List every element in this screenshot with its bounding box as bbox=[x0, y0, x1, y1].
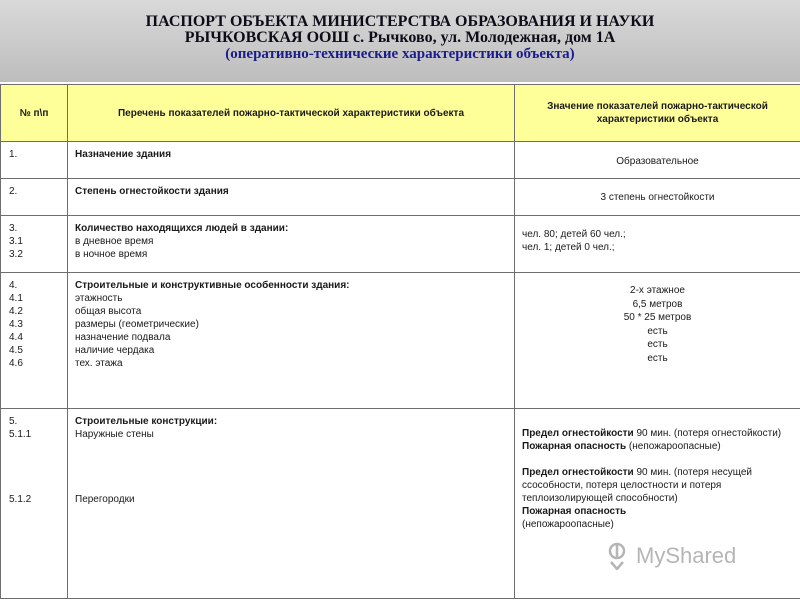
value-line: 50 * 25 метров bbox=[623, 312, 692, 323]
value-line: 2-х этажное bbox=[630, 285, 685, 296]
row-indicator bbox=[68, 409, 515, 599]
slide-header bbox=[0, 0, 800, 82]
row-value bbox=[515, 273, 800, 409]
table-row bbox=[1, 142, 800, 179]
header-value: Значение показателей пожарно-тактической характеристики объекта bbox=[515, 85, 800, 142]
row-item: в ночное время bbox=[75, 249, 148, 260]
row-indicator bbox=[68, 216, 515, 273]
header-title-line2 bbox=[0, 30, 800, 46]
num-label: 4.3 bbox=[9, 319, 23, 330]
row-num bbox=[1, 142, 68, 179]
row-item: наличие чердака bbox=[75, 345, 155, 356]
value-label: Пожарная опасность bbox=[522, 506, 627, 517]
table-row bbox=[1, 273, 800, 409]
row-num bbox=[1, 409, 68, 599]
row-indicator bbox=[68, 179, 515, 216]
header-indicator: Перечень показателей пожарно-тактической характеристики объекта bbox=[68, 85, 515, 142]
value-block bbox=[522, 427, 786, 440]
num-label: 5.1.2 bbox=[9, 494, 32, 505]
num-label: 2. bbox=[9, 186, 18, 197]
value-text: 90 мин. (потеря огнестойкости) bbox=[633, 428, 782, 439]
num-label: 5.1.1 bbox=[9, 429, 32, 440]
value-label: Предел огнестойкости bbox=[522, 428, 634, 439]
table-header-row bbox=[1, 85, 800, 142]
header-title-line1: ПАСПОРТ ОБЪЕКТА МИНИСТЕРСТВА ОБРАЗОВАНИЯ И НАУКИ bbox=[145, 13, 655, 30]
value-line: чел. 1; детей 0 чел.; bbox=[522, 242, 615, 253]
watermark bbox=[604, 540, 774, 572]
value-label: Предел огнестойкости bbox=[522, 467, 634, 478]
row-item: Наружные стены bbox=[75, 429, 154, 440]
header-subtitle: (оперативно-технические характеристики объекта) bbox=[225, 46, 575, 62]
value-text: (непожароопасные) bbox=[522, 519, 614, 530]
row-value bbox=[515, 216, 800, 273]
table-row bbox=[1, 216, 800, 273]
value-line: Образовательное bbox=[616, 156, 699, 167]
row-item: общая высота bbox=[75, 306, 142, 317]
num-label: 1. bbox=[9, 149, 18, 160]
row-title: Строительные и конструктивные особенности здания: bbox=[75, 280, 350, 291]
value-label: Пожарная опасность bbox=[522, 441, 627, 452]
num-label: 3.2 bbox=[9, 249, 23, 260]
passport-table bbox=[0, 84, 800, 599]
header-num: № п\п bbox=[1, 85, 68, 142]
row-num bbox=[1, 179, 68, 216]
num-label: 4.6 bbox=[9, 358, 23, 369]
num-label: 4.2 bbox=[9, 306, 23, 317]
value-block bbox=[522, 466, 786, 505]
watermark-text: MyShared bbox=[636, 543, 737, 568]
num-label: 3. bbox=[9, 223, 18, 234]
num-label: 3.1 bbox=[9, 236, 23, 247]
row-title: Количество находящихся людей в здании: bbox=[75, 223, 289, 234]
num-label: 4.4 bbox=[9, 332, 23, 343]
watermark-logo-icon bbox=[604, 542, 630, 570]
num-label: 4. bbox=[9, 280, 18, 291]
value-text: (непожароопасные) bbox=[626, 441, 721, 452]
num-label: 5. bbox=[9, 416, 18, 427]
table-row bbox=[1, 179, 800, 216]
row-num bbox=[1, 216, 68, 273]
value-block bbox=[522, 440, 786, 453]
value-text: 90 мин. (потеря несущей ссособности, потеря целостности и потеря теплоизолирующей способности) bbox=[522, 467, 753, 504]
school-address: с. Рычково, ул. Молодежная, дом 1А bbox=[353, 29, 616, 46]
value-line: есть bbox=[647, 339, 668, 350]
row-item: в дневное время bbox=[75, 236, 154, 247]
value-line: есть bbox=[647, 325, 668, 337]
row-item: размеры (геометрические) bbox=[75, 319, 199, 330]
row-indicator bbox=[68, 273, 515, 409]
value-line: 3 степень огнестойкости bbox=[600, 192, 715, 203]
row-title: Степень огнестойкости здания bbox=[75, 186, 229, 197]
row-item: назначение подвала bbox=[75, 332, 171, 343]
value-block bbox=[522, 505, 786, 531]
num-label: 4.5 bbox=[9, 345, 23, 356]
row-value bbox=[515, 179, 800, 216]
row-num bbox=[1, 273, 68, 409]
num-label: 4.1 bbox=[9, 293, 23, 304]
row-title: Строительные конструкции: bbox=[75, 416, 218, 427]
value-line: 6,5 метров bbox=[632, 298, 683, 310]
row-item: тех. этажа bbox=[75, 358, 123, 369]
value-line: есть bbox=[647, 352, 668, 364]
row-item: Перегородки bbox=[75, 494, 135, 505]
row-item: этажность bbox=[75, 293, 123, 304]
row-value bbox=[515, 142, 800, 179]
value-line: чел. 80; детей 60 чел.; bbox=[522, 229, 626, 240]
row-indicator bbox=[68, 142, 515, 179]
row-title: Назначение здания bbox=[75, 149, 172, 160]
school-name: РЫЧКОВСКАЯ ООШ bbox=[184, 29, 350, 46]
